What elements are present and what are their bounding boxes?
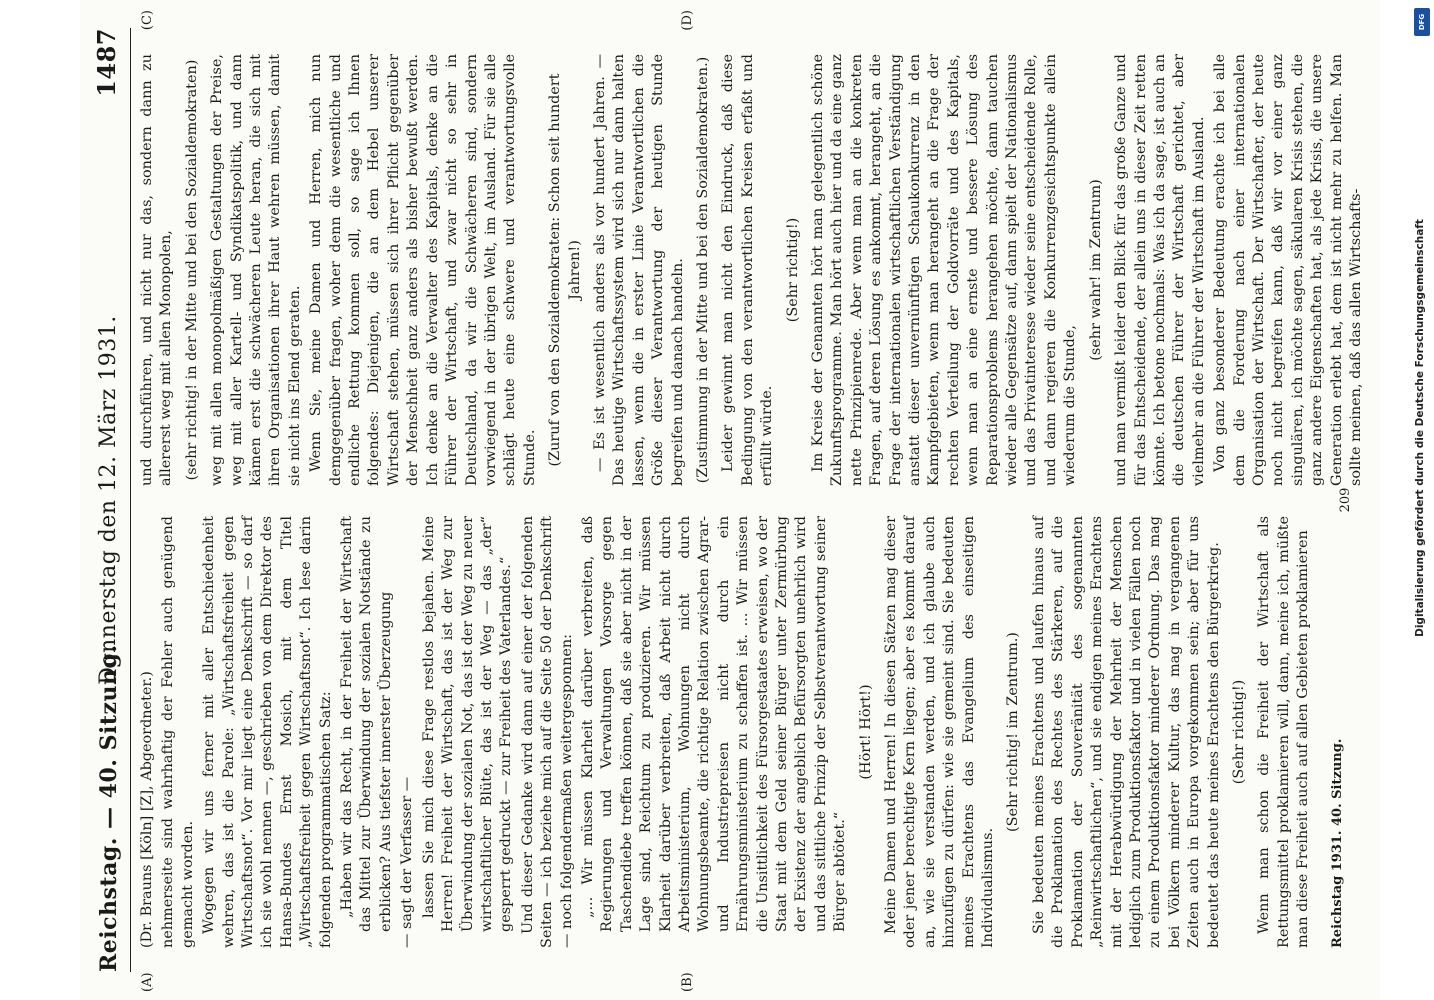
- paragraph: Wenn man schon die Freiheit der Wirtschaft als Rettungsmittel proklamieren will, dann, meine ich, müßte man diese Freiheit auch auf allen Gebieten proklamieren: [1256, 516, 1312, 948]
- paragraph: — Es ist wesentlich anders als vor hundert Jahren. — Das heutige Wirtschaftssystem wird sich nur dann halten lassen, wenn die in erster Linie Verantwortlichen die Größe dieser Verantwortung der heutigen Stunde begreifen und danach handeln.: [591, 54, 686, 486]
- paragraph: Wenn Sie, meine Damen und Herren, mich nun demgegenüber fragen, woher denn die wesentliche und endliche Rettung kommen soll, so sage ich Ihnen folgendes: Diejenigen, die an dem Hebel unserer Wirtschaft stehen, müssen sich ihrer Pflicht gegenüber der Menschheit ganz anders als bisher bewußt werden. Ich denke an die Verwalter des Kapitals, denke an die Führer der Wirtschaft, und zwar nicht so sehr in Deutschland, da wir die Schwächeren sind, sondern vorwiegend in der übrigen Welt, im Ausland. Für sie alle schlägt heute eine schwere und verantwortungsvolle Stunde.: [308, 54, 538, 486]
- footer-left-text: Reichstag 1931. 40. Sitzung.: [1330, 738, 1345, 948]
- margin-marker-a: (A): [140, 972, 155, 992]
- margin-marker-b: (B): [680, 972, 695, 992]
- dfg-logo-text: DFG: [1418, 13, 1426, 31]
- right-column: [138, 54, 1364, 486]
- interjection: (Zuruf von den Sozialdemokraten: Schon seit hundert Jahren!): [547, 73, 583, 467]
- footer-page-number: 209: [1338, 487, 1353, 513]
- document-page: [80, 0, 1380, 1000]
- paragraph: Und dieser Gedanke wird dann auf einer der folgenden Seiten — ich beziehe mich auf die Seite 50 der Denkschrift — noch folgendermaßen weitergesponnen:: [519, 516, 575, 948]
- paragraph: Im Kreise der Genannten hört man gelegentlich schöne Zukunftsprogramme. Man hört auch hier und da eine ganz nette Prinzipienrede. Aber wenn man an die konkreten Fragen, auf deren Lösung es ankommt, herangeht, an die Frage der internationalen wirtschaftlichen Verständigung anstatt dieser unvernünftigen Schaukonkurrenz in den Kampfgebieten, wenn man herangeht an die Frage der rechten Verteilung der Goldvorräte und des Kapitals, wenn man an eine ernste und bessere Lösung des Reparationsproblems herangehen möchte, dann tauchen wieder alle Gegensätze auf, dann spielt der Nationalismus und das Privatinteresse wieder seine entscheidende Rolle, und dann regieren die Konkurrenzgesichtspunkte allein wiederum die Stunde,: [810, 54, 1079, 486]
- dfg-logo-icon: [1414, 8, 1430, 36]
- interjection: (Sehr richtig!): [1230, 679, 1247, 785]
- page-header: [90, 28, 131, 972]
- paragraph: Von ganz besonderer Bedeutung erachte ich bei alle dem die Forderung nach einer internationalen Organisation der Wirtschaft. Der Wirtschafter, der heute noch nicht begreifen kann, daß wir vor einer ganz singulären, ich möchte sagen, säkularen Krisis stehen, die ganz andere Eigenschaften hat, als jede Krisis, die unsere Generation erlebt hat, dem ist nicht mehr zu helfen. Man sollte meinen, daß das allen Wirtschafts-: [1212, 54, 1364, 486]
- paragraph: Meine Damen und Herren! In diesen Sätzen mag dieser oder jener berechtigte Kern liegen; aber es kommt darauf an, wie sie verstanden werden, und ich glaube auch hinzufügen zu dürfen: wie sie gemeint sind. Sie bedeuten meines Erachtens das Evangelium des einseitigen Individualismus.: [883, 516, 997, 948]
- interjection: (Zustimmung in der Mitte und bei den Sozialdemokraten.): [694, 56, 711, 484]
- paragraph: Wogegen wir uns ferner mit aller Entschiedenheit wehren, das ist die Parole: „Wirtschaftsfreiheit gegen Wirtschaftsnot“. Vor mir liegt eine Denkschrift — so darf ich sie wohl nennen —, geschrieben von dem Direktor des Hansa-Bundes Ernst Mosich, mit dem Titel „Wirtschaftsfreiheit gegen Wirtschaftsnot“. Ich lese darin folgenden programmatischen Satz:: [201, 516, 334, 948]
- paragraph: weg mit allen monopolmäßigen Gestaltungen der Preise, weg mit aller Kartell- und Syndikatspolitik, und dann kämen erst die schwächeren Leute heran, die sich mit ihren Organisationen ihrer Haut wehren müssen, damit sie nicht ins Elend geraten.: [209, 54, 303, 486]
- paragraph: und man vermißt leider den Blick für das große Ganze und für das Entscheidende, der allein uns in dieser Zeit retten könnte. Ich betone nochmals: Was ich da sage, ist auch an die deutschen Führer der Wirtschaft gerichtet, aber vielmehr an die Führer der Wirtschaft im Ausland.: [1113, 54, 1207, 486]
- interjection: (Hört! Hört!): [857, 684, 874, 780]
- paragraph: — sagt der Verfasser —: [399, 776, 416, 948]
- header-date: Donnerstag den 12. März 1931.: [96, 315, 121, 685]
- paragraph: Leider gewinnt man nicht den Eindruck, daß diese Bedingung von den verantwortlichen Kreisen erfaßt und erfüllt würde.: [720, 54, 776, 486]
- paragraph: nehmerseite sind wahrhaftig der Fehler auch genügend gemacht worden.: [160, 516, 196, 948]
- margin-marker-c: (C): [140, 10, 155, 31]
- dfg-credit: [1410, 8, 1430, 998]
- interjection: (Sehr richtig! im Zentrum.): [1005, 632, 1022, 832]
- margin-marker-d: (D): [680, 10, 695, 31]
- dfg-credit-text: Digitalisierung gefördert durch die Deutsche Forschungsgemeinschaft: [1414, 219, 1426, 637]
- paragraph: „Haben wir das Recht, in der Freiheit der Wirtschaft das Mittel zur Überwindung der sozialen Notstände zu erblicken? Aus tiefster innerster Überzeugung: [339, 516, 394, 932]
- interjection: (sehr wahr! im Zentrum): [1087, 179, 1104, 361]
- header-left-text: Reichstag. — 40. Sitzung.: [96, 644, 122, 972]
- interjection: (Sehr richtig!): [784, 217, 801, 323]
- paragraph: und durchführen, und nicht nur das, sondern dann zu allererst weg mit allen Monopolen,: [139, 54, 175, 486]
- paragraph: Sie bedeuten meines Erachtens und laufen hinaus auf die Proklamation des Rechtes des Stärkeren, auf die Proklamation der Souveränität des sogenannten „Reinwirtschaftlichen“, und sie endigen meines Erachtens mit der Herabwürdigung der Mehrheit der Menschen lediglich zum Produktionsfaktor und in vielen Fällen noch zu einem Produktionsfaktor minderer Ordnung. Das mag bei Völkern minderer Kultur, das mag in vergangenen Zeiten auch in Europa vorgekommen sein; aber für uns bedeutet das heute meines Erachtens den Bürgerkrieg.: [1030, 516, 1222, 948]
- header-page-number: 1487: [92, 28, 121, 97]
- left-column: [138, 516, 1340, 948]
- paragraph: (Dr. Brauns [Köln] [Z], Abgeordneter.): [139, 671, 155, 948]
- paragraph: „... Wir müssen Klarheit darüber verbreiten, daß Regierungen und Verwaltungen Vorsorge gegen Taschendiebe treffen können, daß sie aber nicht in der Lage sind, Reichtum zu produzieren. Wir müssen Klarheit darüber verbreiten, daß Arbeit nicht durch Arbeitsministerium, Wohnungen nicht durch Wohnungsbeamte, die richtige Relation zwischen Agrar- und Industriepreisen nicht durch ein Ernährungsministerium zu schaffen ist. ... Wir müssen die Unsittlichkeit des Fürsorgestaates erweisen, wo der Staat mit dem Geld seiner Bürger unter Zermürbung der Existenz der angeblich Befürsorgten unehrlich wird und das sittliche Prinzip der Selbstverantwortung seiner Bürger abtötet.“: [579, 516, 849, 932]
- interjection: (sehr richtig! in der Mitte und bei den Sozialdemokraten): [183, 59, 200, 481]
- paragraph: lassen Sie mich diese Frage restlos bejahen. Meine Herren! Freiheit der Wirtschaft, das ist der Weg zur Überwindung der sozialen Not, das ist der Weg zu neuer wirtschaftlicher Blüte, das ist der Weg — das „der“ gesperrt gedruckt — zur Freiheit des Vaterlandes.“: [420, 516, 515, 932]
